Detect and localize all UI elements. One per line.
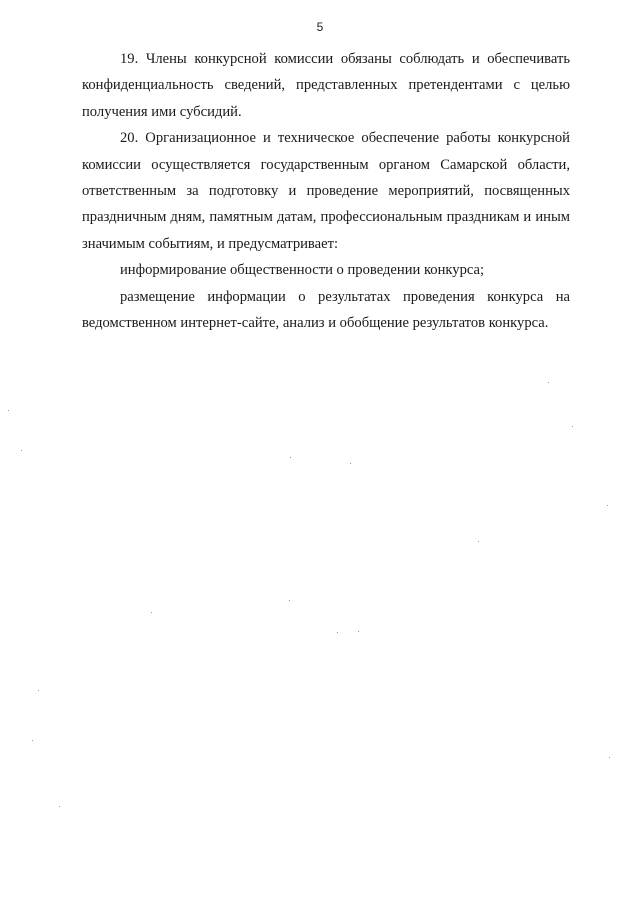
scan-speck (572, 426, 573, 427)
scan-speck (609, 757, 610, 758)
scan-speck (337, 632, 338, 633)
paragraph-publishing: размещение информации о результатах проведения конкурса на ведомственном интернет-сайте, анализ и обобщение результатов конкурса. (82, 288, 570, 332)
paragraph-19: 19. Члены конкурсной комиссии обязаны соблюдать и обеспечивать конфиденциальность сведений, представленных претендентами с целью получения ими субсидий. (82, 51, 570, 120)
scan-speck (607, 505, 608, 506)
document-body (82, 46, 570, 336)
scan-speck (59, 806, 60, 807)
scan-speck (8, 410, 9, 411)
scan-speck (290, 457, 291, 458)
scan-speck (358, 631, 359, 632)
scan-speck (350, 463, 351, 464)
page-number: 5 (316, 20, 324, 34)
scan-speck (478, 541, 479, 542)
scan-speck (548, 382, 549, 383)
scan-speck (289, 600, 290, 601)
scan-speck (38, 690, 39, 691)
paragraph-20: 20. Организационное и техническое обеспечение работы конкурсной комиссии осуществляется государственным органом Самарской области, ответственным за подготовку и проведение мероприятий, посвященных праздничным дням, памятным датам, профессиональным праздникам и иным значимым событиям, и предусматривает: (82, 130, 570, 252)
scan-speck (21, 450, 22, 451)
scan-speck (151, 612, 152, 613)
paragraph-informing: информирование общественности о проведении конкурса; (120, 262, 485, 279)
scan-speck (32, 740, 33, 741)
